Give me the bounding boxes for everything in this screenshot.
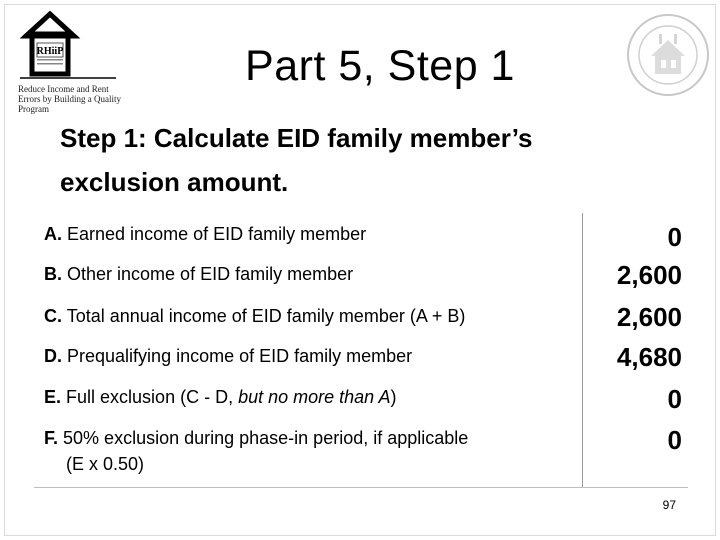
hud-seal-icon bbox=[625, 12, 711, 98]
row-letter: C. bbox=[44, 306, 62, 326]
row-text: 50% exclusion during phase-in period, if applicable bbox=[63, 428, 469, 448]
row-letter: D. bbox=[44, 346, 62, 366]
row-text: Total annual income of EID family member (A + B) bbox=[66, 306, 466, 326]
page-title: Part 5, Step 1 bbox=[245, 42, 515, 90]
table-row-label bbox=[44, 261, 353, 287]
table-row-value: 0 bbox=[667, 384, 682, 414]
row-text: Prequalifying income of EID family member bbox=[67, 346, 413, 366]
table-row-value: 0 bbox=[667, 425, 682, 455]
table-row-label bbox=[44, 425, 468, 477]
table-row-label bbox=[44, 303, 465, 329]
table-row-label bbox=[44, 221, 366, 247]
step-heading bbox=[60, 116, 680, 204]
logo-text: RHiiP bbox=[36, 46, 64, 57]
row-text: (E x 0.50) bbox=[66, 454, 145, 474]
step-heading-line: Step 1: Calculate EID family member’s bbox=[60, 123, 533, 153]
row-letter: B. bbox=[44, 264, 62, 284]
table-row-value: 2,600 bbox=[616, 260, 682, 290]
table-row-value: 4,680 bbox=[616, 342, 682, 372]
logo-tagline-line: Reduce Income and Rent bbox=[18, 84, 109, 94]
row-text-italic: but no more than A bbox=[238, 387, 391, 407]
row-text: Full exclusion (C - D, bbox=[66, 387, 239, 407]
logo-tagline-line: Program bbox=[18, 104, 49, 114]
row-text: ) bbox=[390, 387, 397, 407]
row-letter: A. bbox=[44, 224, 62, 244]
row-text: Other income of EID family member bbox=[67, 264, 354, 284]
row-letter: F. bbox=[44, 428, 59, 448]
table-row-label bbox=[44, 384, 397, 410]
table-row-value: 0 bbox=[667, 222, 682, 252]
logo-tagline bbox=[18, 84, 128, 114]
step-heading-line: exclusion amount. bbox=[60, 167, 289, 197]
house-logo-icon bbox=[20, 8, 116, 88]
page-number: 97 bbox=[662, 498, 676, 512]
row-text: Earned income of EID family member bbox=[67, 224, 367, 244]
table-row-value: 2,600 bbox=[616, 302, 682, 332]
row-letter: E. bbox=[44, 387, 62, 407]
table-row-label bbox=[44, 343, 412, 369]
logo-tagline-line: Errors by Building a Quality bbox=[18, 94, 121, 104]
